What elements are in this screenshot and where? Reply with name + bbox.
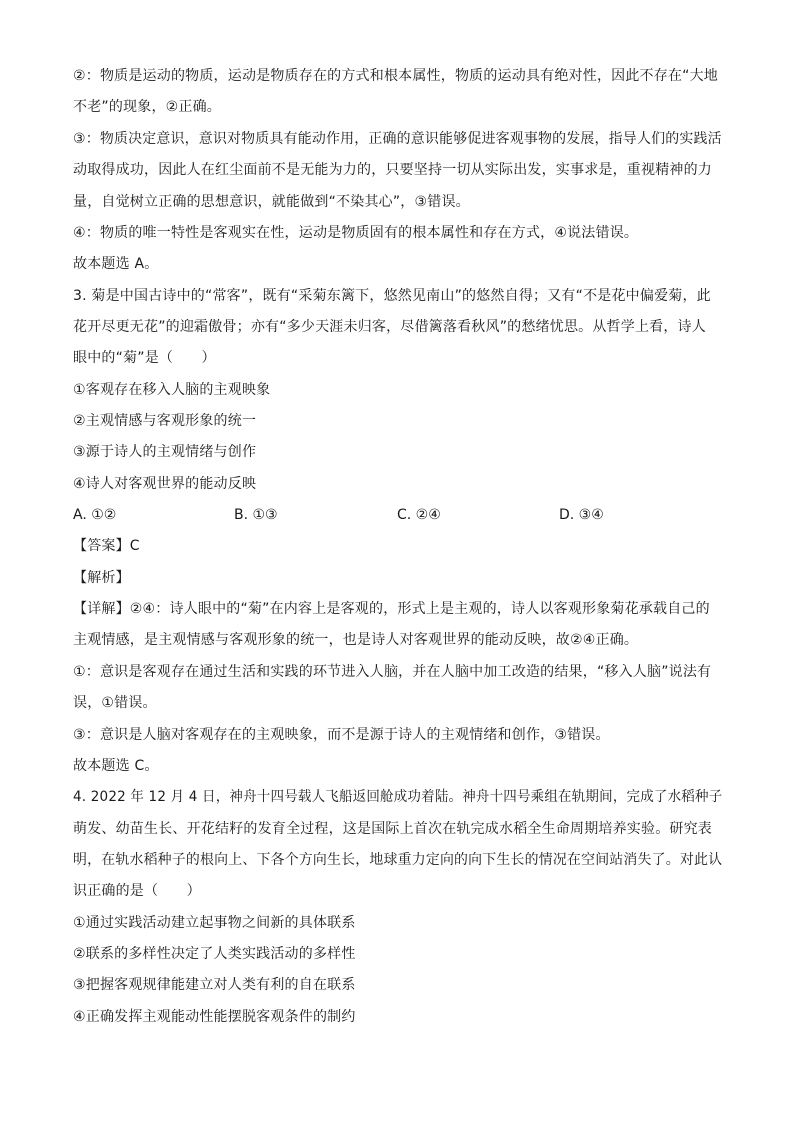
statement-1: ①通过实践活动建立起事物之间新的具体联系 (73, 915, 356, 931)
statement-3: ③把握客观规律能建立对人类有利的自在联系 (73, 977, 356, 993)
text-line: ④：物质的唯一特性是客观实在性，运动是物质固有的根本属性和存在方式，④说法错误。 (73, 225, 639, 241)
text-line: 量，自觉树立正确的思想意识，就能做到“不染其心”，③错误。 (73, 194, 470, 210)
explanation-line: 误，①错误。 (73, 695, 157, 711)
explanation-line: 故本题选 C。 (73, 758, 159, 774)
question-3-stem: 眼中的“菊”是（ ） (73, 350, 216, 366)
statement-2: ②主观情感与客观形象的统一 (73, 413, 257, 429)
text-line: ③：物质决定意识，意识对物质具有能动作用，正确的意识能够促进客观事物的发展，指导人们的实践活 (73, 131, 722, 147)
explanation-line: ③：意识是人脑对客观存在的主观映象，而不是源于诗人的主观情绪和创作，③错误。 (73, 727, 610, 743)
question-4-stem: 4. 2022 年 12 月 4 日，神舟十四号载人飞船返回舱成功着陆。神舟十四号乘组在轨期间，完成了水稻种子 (73, 789, 723, 805)
question-4-stem: 识正确的是（ ） (73, 883, 201, 899)
option-d: D. ③④ (559, 507, 604, 523)
text-line: 动取得成功，因此人在红尘面前不是无能为力的，只要坚持一切从实际出发，实事求是，重视精神的力 (73, 162, 712, 178)
text-line: 不老”的现象，②正确。 (73, 99, 222, 115)
analysis-heading: 【解析】 (73, 570, 130, 586)
answer-line: 【答案】C (73, 538, 140, 554)
explanation-line: ①：意识是客观存在通过生活和实践的环节进入人脑，并在人脑中加工改造的结果，“移入人脑”说法有 (73, 664, 712, 680)
explanation-line: 主观情感，是主观情感与客观形象的统一，也是诗人对客观世界的能动反映，故②④正确。 (73, 632, 639, 648)
statement-4: ④诗人对客观世界的能动反映 (73, 476, 257, 492)
statement-1: ①客观存在移入人脑的主观映象 (73, 382, 271, 398)
explanation-line: 【详解】②④：诗人眼中的“菊”在内容上是客观的，形式上是主观的，诗人以客观形象菊花承载自己的 (73, 601, 710, 617)
option-a: A. ①② (73, 507, 117, 523)
text-line: ②：物质是运动的物质，运动是物质存在的方式和根本属性，物质的运动具有绝对性，因此不存在“大地 (73, 68, 719, 84)
statement-4: ④正确发挥主观能动性能摆脱客观条件的制约 (73, 1009, 356, 1025)
option-c: C. ②④ (397, 507, 441, 523)
text-line: 故本题选 A。 (73, 256, 159, 272)
statement-2: ②联系的多样性决定了人类实践活动的多样性 (73, 946, 356, 962)
option-b: B. ①③ (234, 507, 278, 523)
question-4-stem: 明，在轨水稻种子的根向上、下各个方向生长，地球重力定向的向下生长的情况在空间站消失了。对此认 (73, 852, 723, 868)
question-3-stem: 3. 菊是中国古诗中的“常客”，既有“采菊东篱下，悠然见南山”的悠然自得；又有“不是花中偏爱菊，此 (73, 288, 711, 304)
question-4-stem: 萌发、幼苗生长、开花结籽的发育全过程，这是国际上首次在轨完成水稻全生命周期培养实验。研究表 (73, 821, 712, 837)
question-3-stem: 花开尽更无花”的迎霜傲骨；亦有“多少天涯未归客，尽借篱落看秋风”的愁绪忧思。从哲学上看，诗人 (73, 319, 706, 335)
statement-3: ③源于诗人的主观情绪与创作 (73, 444, 257, 460)
